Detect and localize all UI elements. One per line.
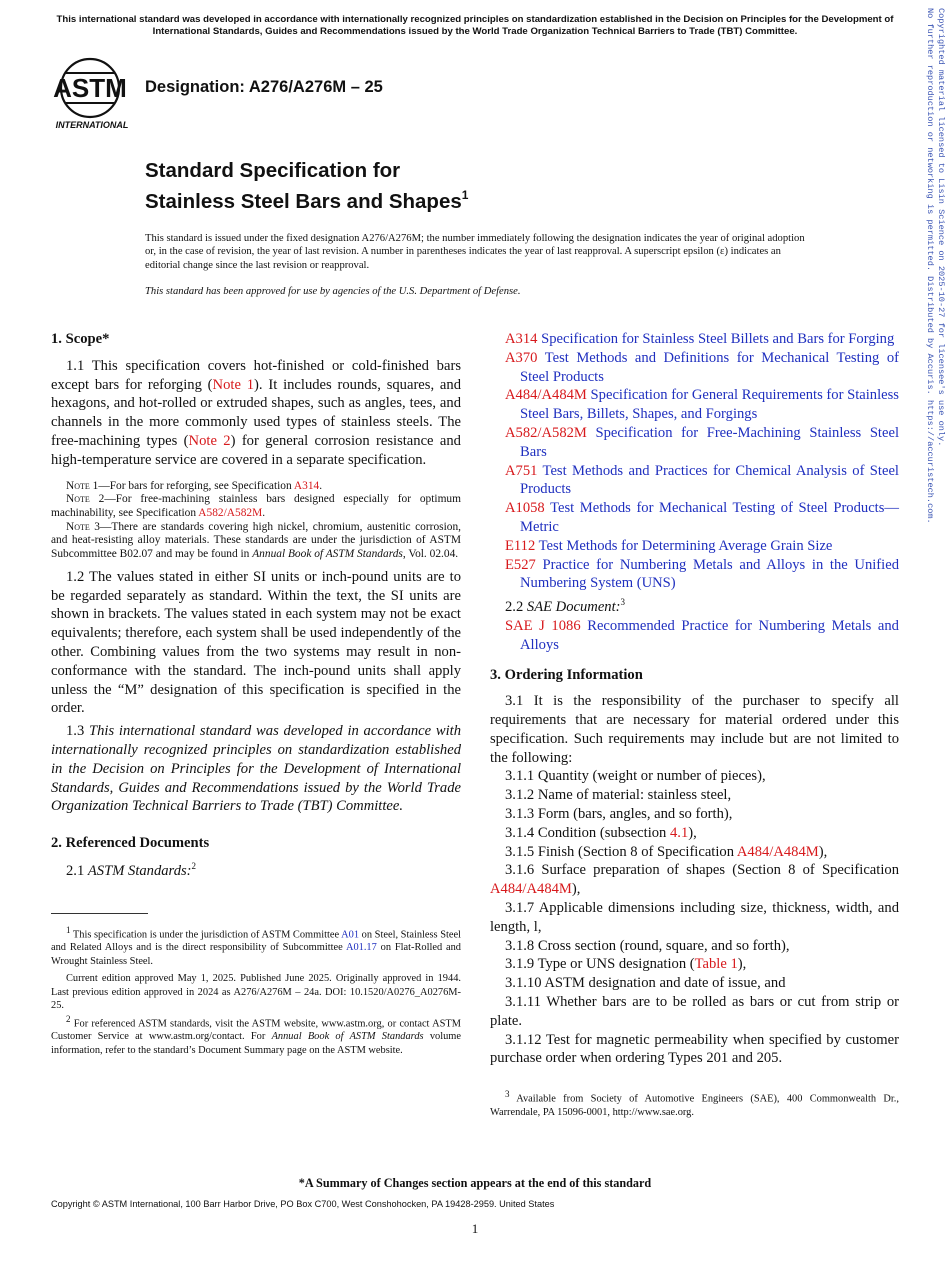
scope-heading: 1. Scope* [51, 331, 110, 347]
ref-item[interactable]: A484/A484M Specification for General Requirements for Stainless Steel Bars, Billets, Shapes, and Forgings [505, 387, 899, 423]
sae-ref-item[interactable]: SAE J 1086 Recommended Practice for Numbering Metals and Alloys [505, 617, 899, 653]
a484-link[interactable]: A484/A484M [736, 843, 819, 860]
paragraph-1-1: 1.1 This specification covers hot-finished or cold-finished bars except bars for reforging (Note 1). It includes rounds, squares, and hexagons, and hot-rolled or extruded shapes, such as angles, tees, and channels in the more commonly used types of stainless steels. The free-machining types (Note 2) for general corrosion resistance and high-temperature service are covered in a separate specification. [51, 357, 461, 468]
item-3-1-3: 3.1.3 Form (bars, angles, and so forth), [505, 805, 733, 822]
astm-logo [52, 56, 136, 132]
table-1-link[interactable]: Table 1 [694, 956, 738, 973]
notes-block [51, 480, 461, 562]
page-title [145, 158, 468, 214]
page-number: 1 [471, 1221, 479, 1236]
footnote-1-edition: Current edition approved May 1, 2025. Published June 2025. Originally approved in 1944. Last previous edition approved in 2024 as A276/A276M – 24a. DOI: 10.1520/A0276_A0276M-25. [51, 973, 461, 1012]
astm-logo-icon [52, 56, 136, 132]
item-3-1-11: 3.1.11 Whether bars are to be rolled as bars or cut from strip or plate. [490, 993, 899, 1029]
ref-item[interactable]: E112 Test Methods for Determining Average Grain Size [505, 537, 833, 554]
subsection-4-1-link[interactable]: 4.1 [670, 824, 689, 841]
ref-item[interactable]: A370 Test Methods and Definitions for Mechanical Testing of Steel Products [505, 349, 899, 385]
paragraph-1-3: 1.3 This international standard was developed in accordance with internationally recognized principles on standardization established in the Decision on Principles for the Development of International Standards, Guides and Recommendations issued by the World Trade Organization Technical Barriers to Trade (TBT) Committee. [51, 723, 462, 815]
item-3-1-7: 3.1.7 Applicable dimensions including size, thickness, width, and length, l, [490, 899, 899, 935]
note-3: Note 3—There are standards covering high nickel, chromium, austenitic corrosion, and heat-resisting alloy materials. These standards are under the jurisdiction of ASTM Subcommittee B02.07 and may be found in Annual Book of ASTM Standards, Vol. 02.04. [51, 520, 461, 561]
issuance-note: This standard is issued under the fixed designation A276/A276M; the number immediately following the designation indicates the year of original adoption or, in the case of revision, the year of last revision. A number in parentheses indicates the year of last reapproval. A superscript epsilon (ε) indicates an editorial change since the last revision or reapproval. [145, 233, 805, 271]
footnote-3: $^3$ Available from Society of Automotive Engineers (SAE), 400 Commonwealth Dr., Warrendale, PA 15096-0001, http://www.sae.org. [490, 1089, 899, 1119]
referenced-standards-list [490, 330, 899, 593]
title-footnote-ref[interactable]: 1 [461, 188, 469, 202]
ref-item[interactable]: A582/A582M Specification for Free-Machining Stainless Steel Bars [505, 424, 899, 460]
item-3-1-8: 3.1.8 Cross section (round, square, and so forth), [505, 937, 790, 954]
dod-approval-note: This standard has been approved for use by agencies of the U.S. Department of Defense. [145, 286, 521, 297]
license-line-1: Copyrighted material licensed to Lisin Science on 2025-10-27 for licensee's use only. [936, 8, 946, 447]
designation: Designation: A276/A276M – 25 [145, 78, 383, 96]
summary-of-changes-note: *A Summary of Changes section appears at the end of this standard [298, 1176, 652, 1190]
note-2: Note 2—For free-machining stainless bars designed especially for optimum machinability, see Specification A582/A582M. [51, 493, 461, 519]
paragraph-2-2: 2.2 SAE Document:$^3$ [505, 597, 626, 616]
footnote-2-ref[interactable]: 2 [191, 860, 197, 871]
logo-caption: INTERNATIONAL [55, 120, 129, 130]
subcommittee-link[interactable]: A01.17 [345, 942, 377, 954]
ordering-heading: 3. Ordering Information [490, 667, 643, 684]
note-2-link[interactable]: Note 2 [188, 432, 231, 449]
a484-link-2[interactable]: A484/A484M [490, 881, 572, 898]
note-1-link[interactable]: Note 1 [212, 376, 255, 393]
ref-item[interactable]: A751 Test Methods and Practices for Chemical Analysis of Steel Products [505, 462, 899, 498]
item-3-1-9: 3.1.9 Type or UNS designation (Table 1), [505, 956, 747, 973]
svg-text:ASTM: ASTM [53, 73, 127, 103]
item-3-1-6: 3.1.6 Surface preparation of shapes (Section 8 of Specification A484/A484M), [490, 862, 899, 898]
note-2-spec-link[interactable]: A582/A582M [198, 506, 263, 519]
title-line-2: Stainless Steel Bars and Shapes$^1$ [145, 188, 469, 213]
item-3-1-2: 3.1.2 Name of material: stainless steel, [505, 787, 732, 804]
item-3-1-4: 3.1.4 Condition (subsection 4.1), [505, 824, 697, 841]
ref-item[interactable]: A314 Specification for Stainless Steel Billets and Bars for Forging [505, 331, 895, 347]
paragraph-2-1: 2.1 ASTM Standards:$^2$ [66, 860, 197, 879]
refdocs-heading: 2. Referenced Documents [51, 835, 210, 852]
copyright: Copyright © ASTM International, 100 Barr Harbor Drive, PO Box C700, West Conshohocken, PA 19428-2959. United States [51, 1199, 555, 1209]
footnote-rule [51, 913, 148, 914]
footnotes-right [490, 1088, 899, 1119]
ref-item[interactable]: A1058 Test Methods for Mechanical Testing of Steel Products—Metric [505, 500, 900, 535]
paragraph-1-2: 1.2 The values stated in either SI units or inch-pound units are to be regarded separately as standard. Within the text, the SI units are shown in brackets. The values stated in each system may not be exact equivalents; therefore, each system shall be used independently of the other. Combining values from the two systems may result in non-conformance with the standard. The inch-pound units shall apply unless the “M” designation of this specification is specified in the order. [51, 568, 461, 717]
tbt-notice: This international standard was developed in accordance with internationally recognized principles on standardization established in the Decision on Principles for the Development of International Standards, Guides and Recommendations issued by the World Trade Organization Technical Barriers to Trade (TBT) Committee. [56, 14, 894, 37]
right-column [490, 330, 899, 1119]
ref-item[interactable]: E527 Practice for Numbering Metals and Alloys in the Unified Numbering System (UNS) [505, 556, 899, 592]
note-1-spec-link[interactable]: A314 [293, 479, 320, 492]
footnotes-left [51, 924, 461, 1058]
footnote-2: $^2$ For referenced ASTM standards, visit the ASTM website, www.astm.org, or contact ASTM Customer Service at www.astm.org/contact. For Annual Book of ASTM Standards volume information, refer to the standard’s Document Summary page on the ASTM website. [51, 1013, 461, 1056]
committee-a01-link[interactable]: A01 [341, 929, 360, 941]
item-3-1-12: 3.1.12 Test for magnetic permeability when specified by customer purchase order when ordering Types 201 and 205. [490, 1031, 899, 1067]
item-3-1-10: 3.1.10 ASTM designation and date of issue, and [505, 975, 786, 992]
item-3-1-1: 3.1.1 Quantity (weight or number of pieces), [505, 768, 766, 785]
title-line-1: Standard Specification for [145, 159, 401, 182]
footnote-1: $^1$ This specification is under the jurisdiction of ASTM Committee A01 on Steel, Stainless Steel and Related Alloys and is the direct responsibility of Subcommittee A01.17 on Flat-Rolled and Wrought Stainless Steel. [51, 924, 461, 967]
license-watermark [924, 8, 948, 528]
left-column [51, 330, 461, 1057]
item-3-1-5: 3.1.5 Finish (Section 8 of Specification A484/A484M), [505, 843, 828, 860]
paragraph-3-1: 3.1 It is the responsibility of the purchaser to specify all requirements that are necessary for material ordered under this specification. Such requirements may include but are not limited to the following: [490, 693, 899, 766]
footnote-3-ref[interactable]: 3 [620, 597, 626, 608]
license-line-2: No further reproduction or networking is permitted. Distributed by Accuris. https://accuristech.com. [925, 8, 935, 524]
note-1: Note 1—For bars for reforging, see Specification A314. [66, 479, 323, 492]
